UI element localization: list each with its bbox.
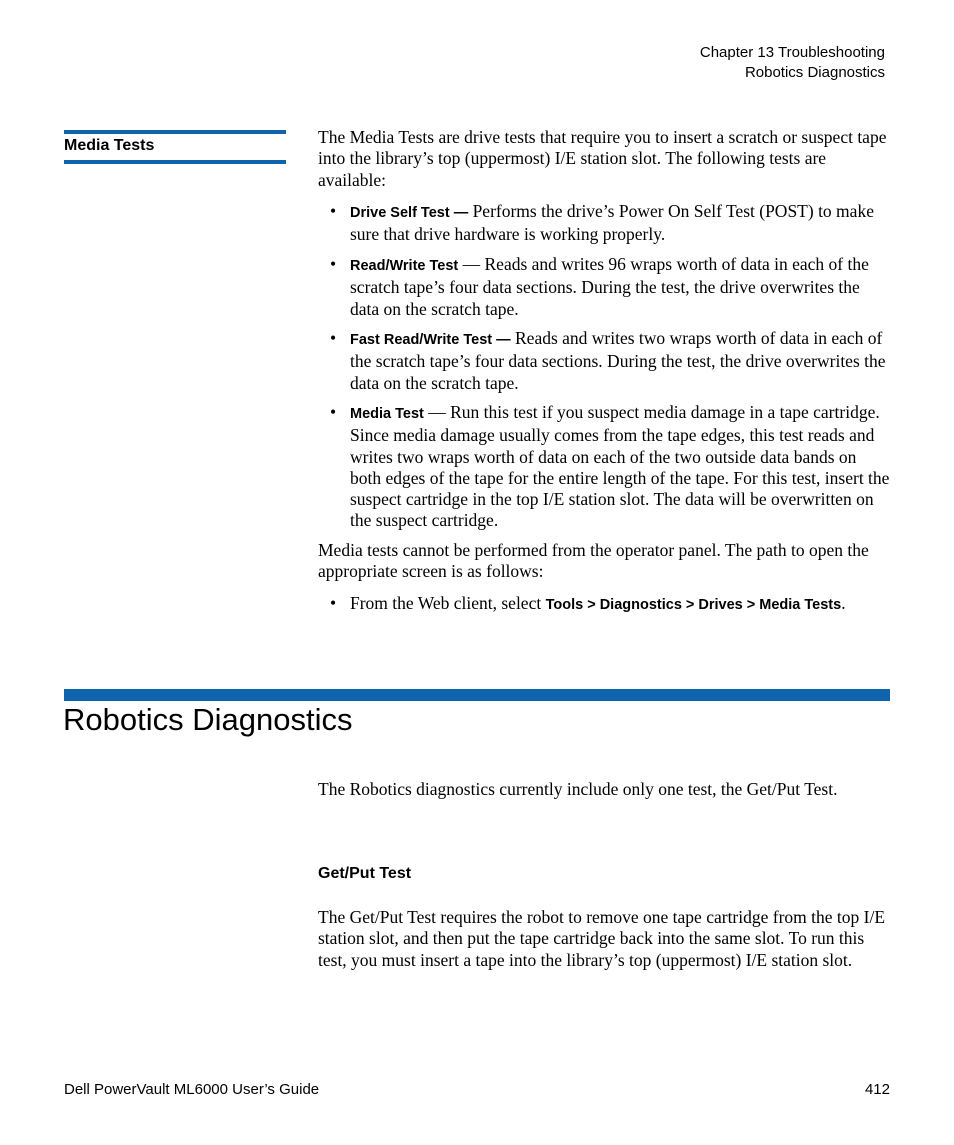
get-put-heading: Get/Put Test: [318, 865, 412, 882]
list-item-label: Media Test: [350, 406, 424, 422]
list-item-text: Reads and writes two wraps worth of data in each of the scratch tape’s four data sections. During the test, the drive overwrites the data on the scratch tape.: [350, 328, 886, 393]
bullet-icon: •: [330, 402, 337, 422]
get-put-body: The Get/Put Test requires the robot to remove one tape cartridge from the top I/E station slot, and then put the tape cartridge back into the same slot. To run this test, you must insert a tape into the library’s top (uppermost) I/E station slot.: [318, 907, 886, 970]
list-item-body: [350, 201, 890, 246]
list-item-text: — Reads and writes 96 wraps worth of data in each of the scratch tape’s four data sections. During the test, the drive overwrites the data on the scratch tape.: [350, 254, 869, 319]
robotics-intro: The Robotics diagnostics currently include only one test, the Get/Put Test.: [318, 779, 838, 799]
list-item-label: Fast Read/Write Test —: [350, 332, 511, 348]
list-item-body: [350, 593, 890, 616]
media-tests-path-intro: Media tests cannot be performed from the operator panel. The path to open the appropriate screen is as follows:: [318, 540, 869, 582]
list-item-body: [350, 254, 890, 320]
side-heading-rule-bottom: [64, 160, 286, 164]
bullet-icon: •: [330, 201, 337, 221]
path-end: .: [841, 593, 846, 613]
footer-title: Dell PowerVault ML6000 User’s Guide: [64, 1081, 320, 1098]
bullet-icon: •: [330, 593, 337, 613]
media-tests-intro: The Media Tests are drive tests that require you to insert a scratch or suspect tape into the library’s top (uppermost) I/E station slot. The following tests are available:: [318, 127, 887, 190]
list-item-body: [350, 402, 890, 532]
side-heading-rule-top: [64, 130, 286, 134]
path-lead-text: From the Web client, select: [350, 593, 546, 613]
page-number: 412: [864, 1081, 890, 1098]
running-header: [700, 43, 885, 83]
section-rule: [64, 689, 890, 701]
menu-path: Tools > Diagnostics > Drives > Media Tests: [545, 597, 842, 613]
list-item-label: Drive Self Test —: [350, 205, 469, 221]
bullet-icon: •: [330, 254, 337, 274]
media-tests-heading: Media Tests: [64, 137, 155, 154]
header-chapter: Chapter 13 Troubleshooting: [699, 44, 885, 61]
list-item-text: Performs the drive’s Power On Self Test (POST) to make sure that drive hardware is working properly.: [350, 201, 874, 245]
list-item-body: [350, 328, 890, 394]
section-title: Robotics Diagnostics: [63, 702, 353, 737]
list-item-text: — Run this test if you suspect media damage in a tape cartridge. Since media damage usually comes from the tape edges, this test reads and writes two wraps worth of data on each of the two outside data bands on both edges of the tape for the entire length of the tape. For this test, insert the suspect cartridge in the top I/E station slot. The data will be overwritten on the suspect cartridge.: [350, 402, 890, 531]
list-item-label: Read/Write Test: [350, 258, 459, 274]
bullet-icon: •: [330, 328, 337, 348]
header-section: Robotics Diagnostics: [744, 64, 885, 81]
